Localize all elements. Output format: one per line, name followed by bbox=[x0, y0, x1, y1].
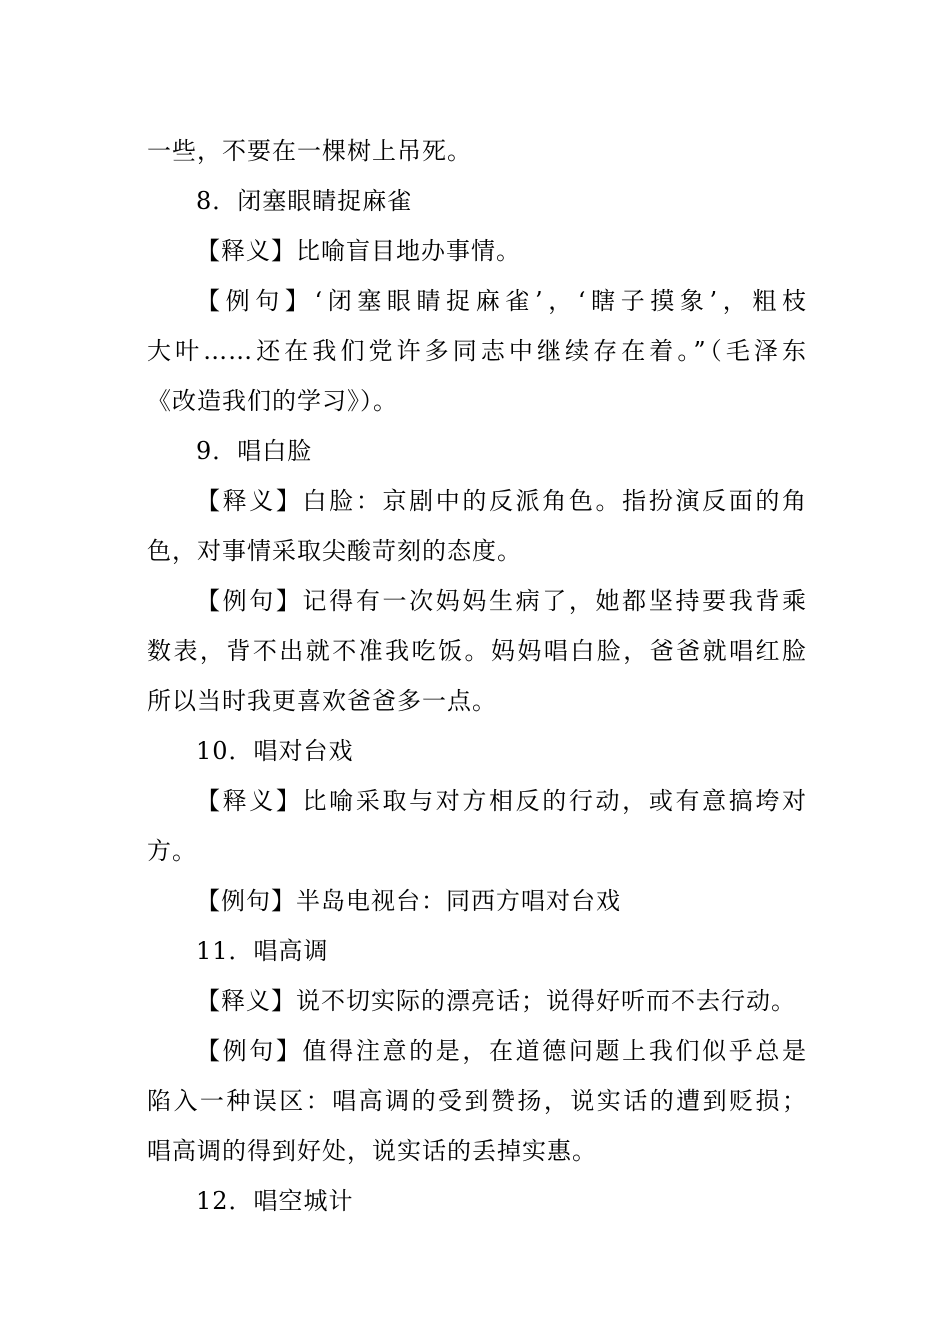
example-line: 唱高调的得到好处，说实话的丢掉实惠。 bbox=[147, 1137, 597, 1165]
example-line: 所以当时我更喜欢爸爸多一点。 bbox=[147, 687, 497, 715]
example-line: 大叶……还在我们党许多同志中继续存在着。”（毛泽东 bbox=[147, 337, 807, 365]
example-line: 【例句】‘闭塞眼睛捉麻雀’，‘瞎子摸象’，粗枝 bbox=[196, 287, 807, 315]
idiom-heading-10: 10．唱对台戏 bbox=[196, 737, 354, 765]
example-line: 【例句】半岛电视台：同西方唱对台戏 bbox=[196, 887, 621, 915]
example-line: 数表，背不出就不准我吃饭。妈妈唱白脸，爸爸就唱红脸 bbox=[147, 637, 807, 665]
idiom-heading-8: 8．闭塞眼睛捉麻雀 bbox=[196, 187, 413, 215]
example-line: 陷入一种误区：唱高调的受到赞扬，说实话的遭到贬损； bbox=[147, 1087, 807, 1115]
idiom-heading-12: 12．唱空城计 bbox=[196, 1187, 354, 1215]
definition-line: 【释义】比喻盲目地办事情。 bbox=[196, 237, 521, 265]
text-line-continuation: 一些，不要在一棵树上吊死。 bbox=[147, 137, 472, 165]
example-line: 【例句】值得注意的是，在道德问题上我们似乎总是 bbox=[196, 1037, 807, 1065]
definition-line: 【释义】白脸：京剧中的反派角色。指扮演反面的角 bbox=[196, 487, 807, 515]
idiom-heading-11: 11．唱高调 bbox=[196, 937, 329, 965]
example-line: 【例句】记得有一次妈妈生病了，她都坚持要我背乘 bbox=[196, 587, 807, 615]
definition-line: 方。 bbox=[147, 837, 197, 865]
definition-line: 【释义】比喻采取与对方相反的行动，或有意搞垮对 bbox=[196, 787, 807, 815]
example-line: 《改造我们的学习》）。 bbox=[147, 387, 398, 415]
idiom-heading-9: 9．唱白脸 bbox=[196, 437, 313, 465]
definition-line: 色，对事情采取尖酸苛刻的态度。 bbox=[147, 537, 522, 565]
definition-line: 【释义】说不切实际的漂亮话；说得好听而不去行动。 bbox=[196, 987, 796, 1015]
